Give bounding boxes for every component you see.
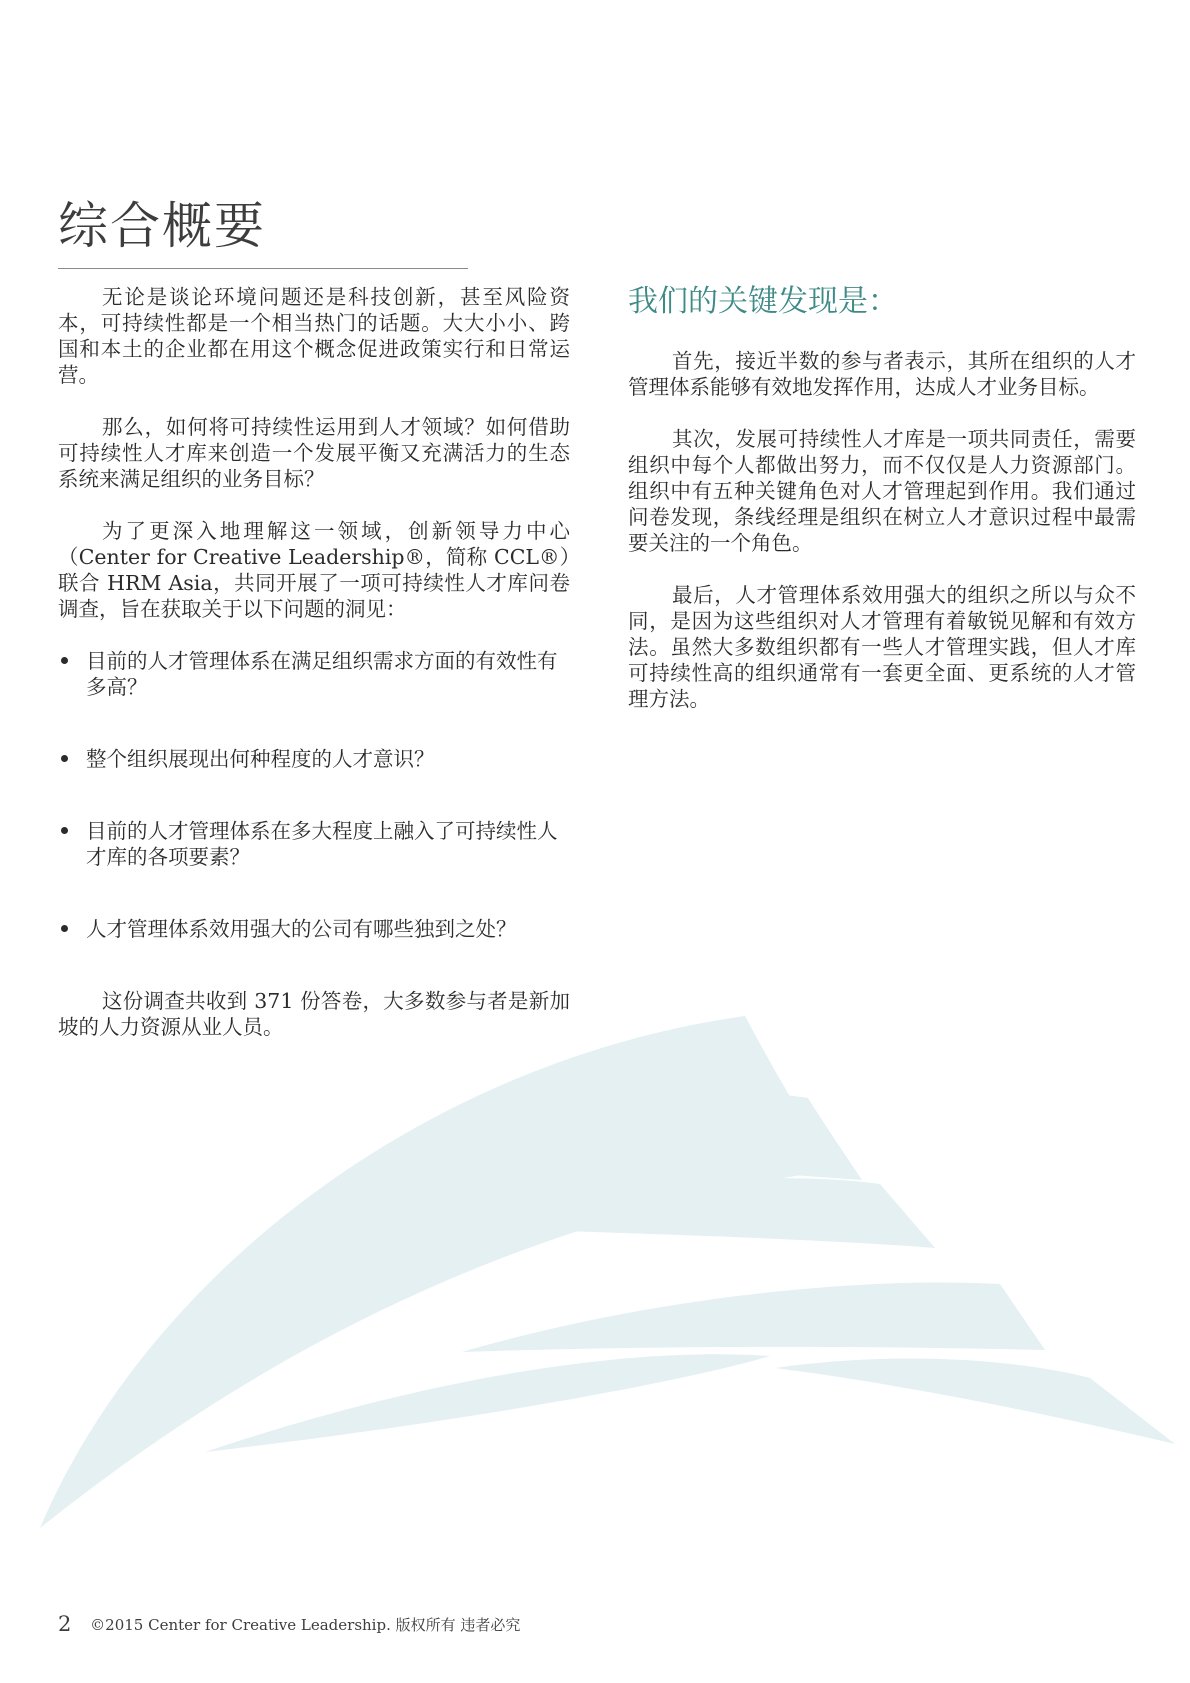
- finding-second-paragraph: 其次，发展可持续性人才库是一项共同责任，需要组织中每个人都做出努力，而不仅仅是人力资源部门。组织中有五种关键角色对人才管理起到作用。我们通过问卷发现，条线经理是组织在树立人才意识过程中最需要关注的一个角色。: [628, 427, 1136, 555]
- survey-description-paragraph: 为了更深入地理解这一领域，创新领导力中心（Center for Creative Leadership®，简称 CCL®）联合 HRM Asia，共同开展了一项可持续性人才库问卷调查，旨在获取关于以下问题的洞见：: [58, 519, 570, 621]
- list-item-text: 人才管理体系效用强大的公司有哪些独到之处？: [86, 917, 517, 941]
- copyright-notice: ©2015 Center for Creative Leadership. 版权所有 违者必究: [90, 1616, 521, 1634]
- right-column: [628, 284, 1136, 712]
- page-number: 2: [58, 1612, 72, 1636]
- finding-third-paragraph: 最后，人才管理体系效用强大的组织之所以与众不同，是因为这些组织对人才管理有着敏锐见解和有效方法。虽然大多数组织都有一些人才管理实践，但人才库可持续性高的组织通常有一套更全面、更系统的人才管理方法。: [628, 583, 1136, 711]
- response-count-paragraph: 这份调查共收到 371 份答卷，大多数参与者是新加坡的人力资源从业人员。: [58, 989, 570, 1039]
- title-divider: [58, 268, 468, 269]
- list-item: [58, 916, 570, 942]
- list-item-text: 目前的人才管理体系在多大程度上融入了可持续性人才库的各项要素？: [86, 819, 558, 869]
- key-findings-heading: 我们的关键发现是：: [628, 284, 898, 319]
- bullet-icon: [61, 755, 68, 762]
- page-footer: [58, 1612, 520, 1636]
- list-item: [58, 818, 570, 870]
- survey-questions-list: [58, 648, 570, 942]
- bullet-icon: [61, 925, 68, 932]
- list-item-text: 整个组织展现出何种程度的人才意识？: [86, 747, 435, 771]
- bullet-icon: [61, 657, 68, 664]
- page-title: 综合概要: [58, 197, 266, 255]
- list-item: [58, 746, 570, 772]
- list-item: [58, 648, 570, 700]
- left-column: [58, 284, 570, 1040]
- finding-first-paragraph: 首先，接近半数的参与者表示，其所在组织的人才管理体系能够有效地发挥作用，达成人才业务目标。: [628, 349, 1136, 399]
- bullet-icon: [61, 827, 68, 834]
- question-paragraph: 那么，如何将可持续性运用到人才领域？如何借助可持续性人才库来创造一个发展平衡又充满活力的生态系统来满足组织的业务目标？: [58, 415, 570, 491]
- list-item-text: 目前的人才管理体系在满足组织需求方面的有效性有多高？: [86, 649, 558, 699]
- intro-paragraph: 无论是谈论环境问题还是科技创新，甚至风险资本，可持续性都是一个相当热门的话题。大大小小、跨国和本土的企业都在用这个概念促进政策实行和日常运营。: [58, 285, 570, 387]
